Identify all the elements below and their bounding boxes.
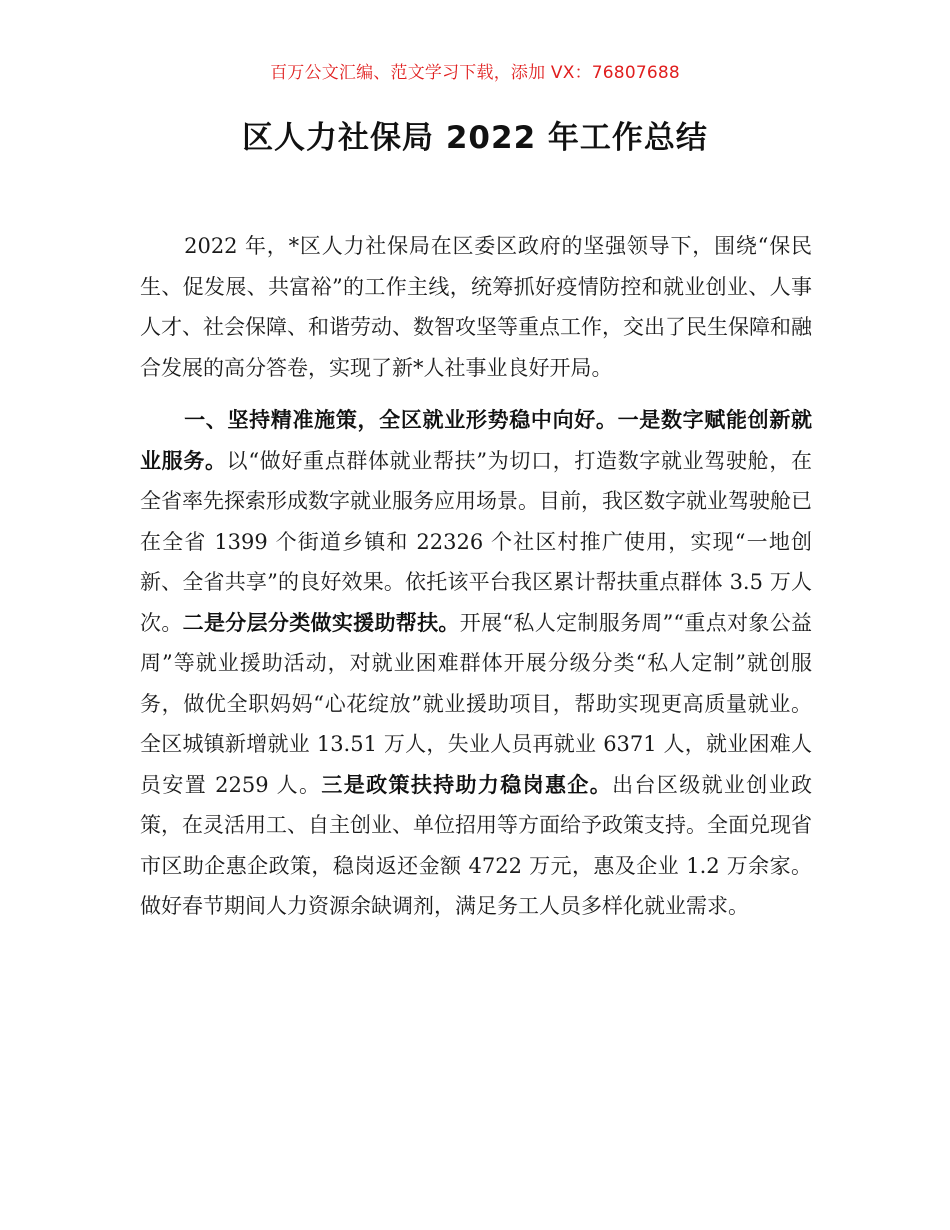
section-1-heading: 一、坚持精准施策，全区就业形势稳中向好。 <box>184 408 618 432</box>
watermark-header: 百万公文汇编、范文学习下载，添加 VX：76807688 <box>270 63 680 83</box>
page-title: 区人力社保局 2022 年工作总结 <box>242 120 708 156</box>
point-3-text: 出台区级就业创业政策，在灵活用工、自主创业、单位招用等方面给予政策支持。全面兑现省市区助企惠企政策，稳岗返还金额 4722 万元，惠及企业 1.2 万余家。做好春节期间人力资源余缺调剂，满足务工人员多样化就业需求。 <box>140 772 813 918</box>
section-1-paragraph <box>140 400 812 927</box>
point-3-title: 三是政策扶持助力稳岗惠企。 <box>321 772 613 797</box>
point-1-title: 一是数字赋能创新就业服务。 <box>140 408 813 473</box>
intro-paragraph: 2022 年，*区人力社保局在区委区政府的坚强领导下，围绕“保民生、促发展、共富裕”的工作主线，统筹抓好疫情防控和就业创业、人事人才、社会保障、和谐劳动、数智攻坚等重点工作，交出了民生保障和融合发展的高分答卷，实现了新*人社事业良好开局。 <box>140 234 812 380</box>
document-body <box>140 226 812 939</box>
point-2-title: 二是分层分类做实援助帮扶。 <box>182 610 460 635</box>
point-1-text: 以“做好重点群体就业帮扶”为切口，打造数字就业驾驶舱，在全省率先探索形成数字就业服务应用场景。目前，我区数字就业驾驶舱已在全省 1399 个街道乡镇和 22326 个社区村推广使用，实现“一地创新、全省共享”的良好效果。依托该平台我区累计帮扶重点群体 3.5 万人次。 <box>140 448 812 635</box>
point-2-text: 开展“私人定制服务周”“重点对象公益周”等就业援助活动，对就业困难群体开展分级分类“私人定制”就创服务，做优全职妈妈“心花绽放”就业援助项目，帮助实现更高质量就业。全区城镇新增就业 13.51 万人，失业人员再就业 6371 人，就业困难人员安置 2259 人。 <box>140 610 813 797</box>
